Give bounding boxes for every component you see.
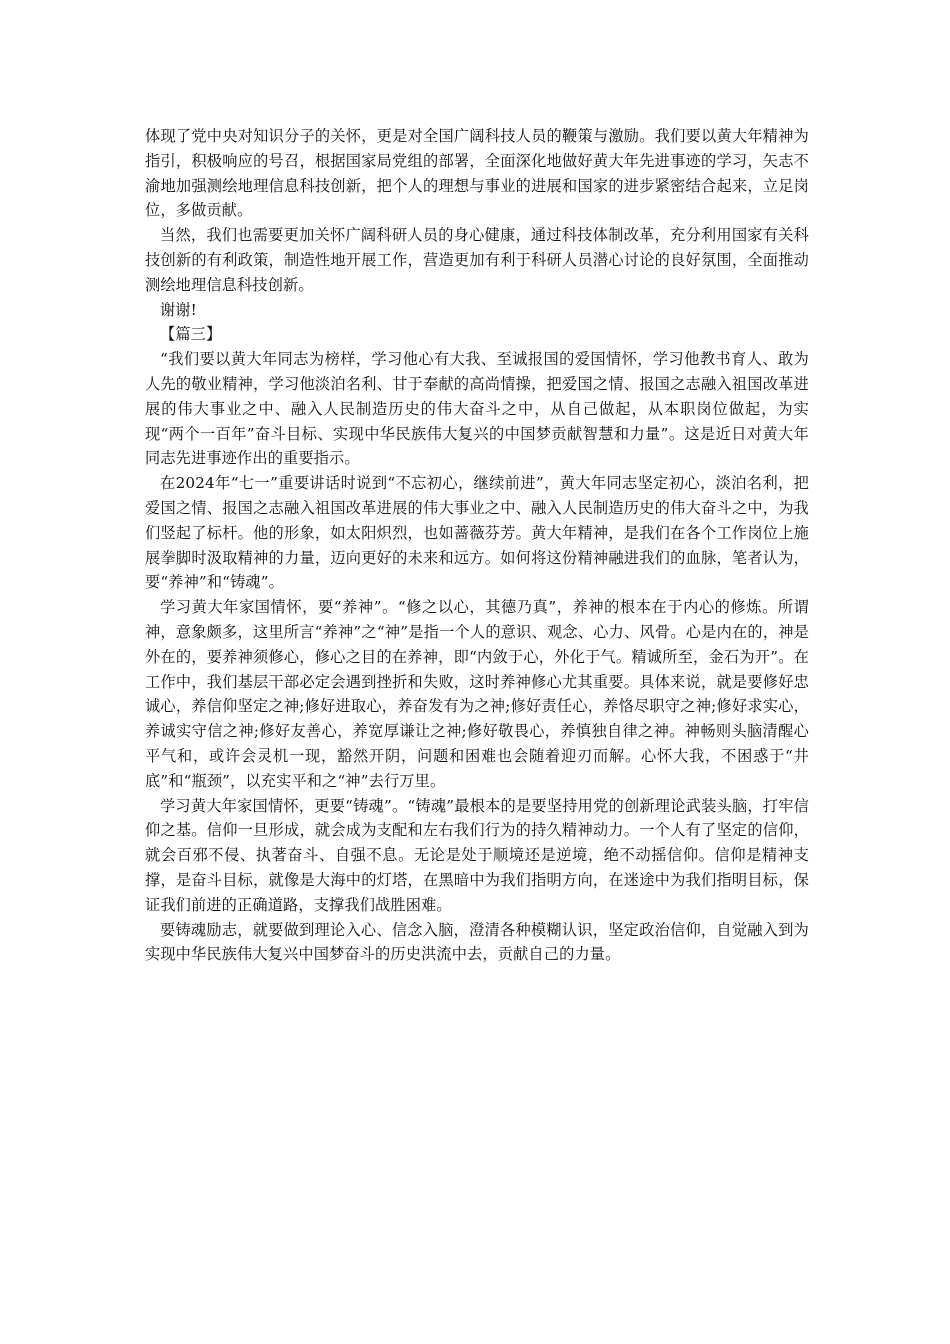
paragraph-july-first-speech: 在2024年“七一”重要讲话时说到“不忘初心，继续前进”，黄大年同志坚定初心，淡泊名利，把爱国之情、报国之志融入祖国改革进展的伟大事业之中、融入人民制造历史的伟大奋斗之中，为我们竖起了标杆。他的形象，如太阳炽烈，也如蔷薇芬芳。黄大年精神，是我们在各个工作岗位上施展拳脚时汲取精神的力量，迈向更好的未来和远方。如何将这份精神融进我们的血脉，笔者认为，要“养神”和“铸魂”。 [145,474,809,592]
paragraph-cast-soul: 学习黄大年家国情怀，更要“铸魂”。“铸魂”最根本的是要坚持用党的创新理论武装头脑，打牢信仰之基。信仰一旦形成，就会成为支配和左右我们行为的持久精神动力。一个人有了坚定的信仰，就会百邪不侵、执著奋斗、自强不息。无论是处于顺境还是逆境，绝不动摇信仰。信仰是精神支撑，是奋斗目标，就像是大海中的灯塔，在黑暗中为我们指明方向，在迷途中为我们指明目标，保证我们前进的正确道路，支撑我们战胜困难。 [145,796,809,914]
document-body [145,124,809,967]
paragraph-continuation: 体现了党中央对知识分子的关怀，更是对全国广阔科技人员的鞭策与激励。我们要以黄大年精神为指引，积极响应的号召，根据国家局党组的部署，全面深化地做好黄大年先进事迹的学习，矢志不渝地加强测绘地理信息科技创新，把个人的理想与事业的进展和国家的进步紧密结合起来，立足岗位，多做贡献。 [145,127,809,220]
paragraph-thanks: 谢谢! [160,300,197,319]
paragraph-quote-instruction: “我们要以黄大年同志为榜样，学习他心有大我、至诚报国的爱国情怀，学习他教书育人、敢为人先的敬业精神，学习他淡泊名利、甘于奉献的高尚情操，把爱国之情、报国之志融入祖国改革进展的伟大事业之中、融入人民制造历史的伟大奋斗之中，从自己做起，从本职岗位做起，为实现“两个一百年”奋斗目标、实现中华民族伟大复兴的中国梦贡献智慧和力量”。这是近日对黄大年同志先进事迹作出的重要指示。 [145,350,809,468]
paragraph-nurture-spirit: 学习黄大年家国情怀，要“养神”。“修之以心，其德乃真”，养神的根本在于内心的修炼。所谓神，意象颇多，这里所言“养神”之“神”是指一个人的意识、观念、心力、风骨。心是内在的，神是外在的，要养神须修心，修心之目的在养神，即“内敛于心，外化于气。精诚所至，金石为开”。在工作中，我们基层干部必定会遇到挫折和失败，这时养神修心尤其重要。具体来说，就是要修好忠诚心，养信仰坚定之神;修好进取心，养奋发有为之神;修好责任心，养恪尽职守之神;修好求实心，养诚实守信之神;修好友善心，养宽厚谦让之神;修好敬畏心，养慎独自律之神。神畅则头脑清醒心平气和，或许会灵机一现，豁然开阴，问题和困难也会随着迎刃而解。心怀大我，不困惑于“井底”和“瓶颈”，以充实平和之“神”去行万里。 [145,598,809,790]
paragraph-care-researchers: 当然，我们也需要更加关怀广阔科研人员的身心健康，通过科技体制改革，充分利用国家有关科技创新的有利政策，制造性地开展工作，营造更加有利于科研人员潜心讨论的良好氛围，全面推动测绘地理信息科技创新。 [145,226,809,294]
section-heading-part-three: 【篇三】 [160,325,222,344]
paragraph-conclusion: 要铸魂励志，就要做到理论入心、信念入脑，澄清各种模糊认识，坚定政治信仰，自觉融入到为实现中华民族伟大复兴中国梦奋斗的历史洪流中去，贡献自己的力量。 [145,920,809,964]
